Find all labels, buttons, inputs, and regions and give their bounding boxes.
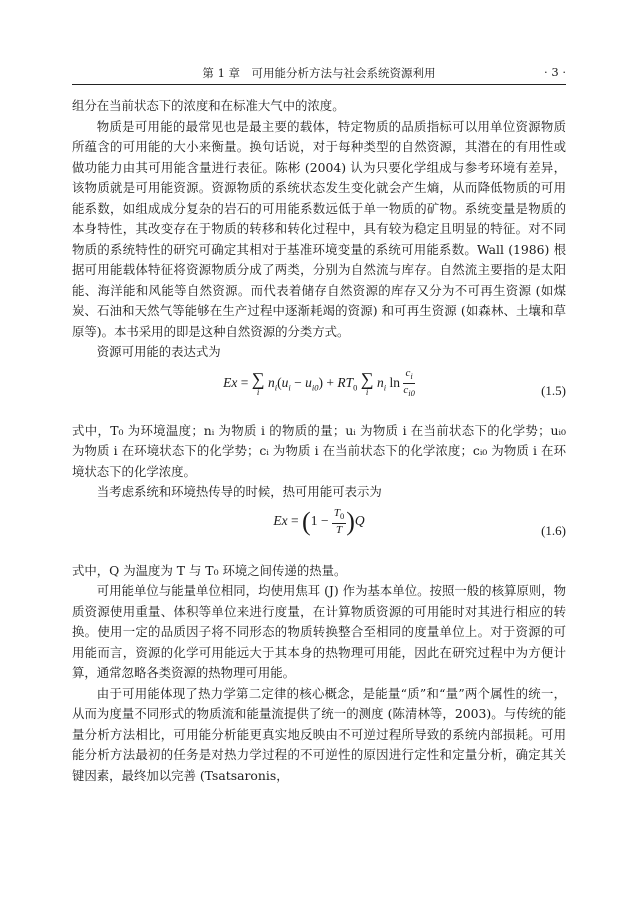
paragraph-symbols: 式中，T₀ 为环境温度；nᵢ 为物质 i 的物质的量；uᵢ 为物质 i 在当前状态下的化学势；uᵢ₀ 为物质 i 在环境状态下的化学势；cᵢ 为物质 i 在当前状态下的化学浓度；cᵢ₀ 为物质 i 在环境状态下的化学浓度。 bbox=[72, 422, 566, 479]
equation-1-6 bbox=[72, 507, 566, 559]
paragraph-units: 可用能单位与能量单位相同，均使用焦耳 (J) 作为基本单位。按照一般的核算原则，物质资源使用重量、体积等单位来进行度量，在计算物质资源的可用能时对其进行相应的转换。使用一定的品质因子将不同形态的物质转换整合至相同的度量单位上。对于资源的可用能而言，资源的化学可用能远大于其本身的热物理可用能，因此在研究过程中为方便计算，通常忽略各类资源的热物理可用能。 bbox=[72, 583, 566, 680]
equation-1-6-formula: Ex = (1 − $\frac{T_0}{T}$ )Q bbox=[273, 506, 365, 536]
chapter-title: 第 1 章 可用能分析方法与社会系统资源利用 bbox=[202, 66, 436, 80]
equation-1-5-number: (1.5) bbox=[541, 382, 566, 398]
running-header bbox=[72, 60, 566, 85]
paragraph-continued: 组分在当前状态下的浓度和在标准大气中的浓度。 bbox=[72, 98, 345, 113]
equation-1-6-number: (1.6) bbox=[541, 522, 566, 538]
paragraph-heat-intro: 当考虑系统和环境热传导的时候，热可用能可表示为 bbox=[96, 484, 382, 499]
paragraph-exergy-carrier: 物质是可用能的最常见也是最主要的载体，特定物质的品质指标可以用单位资源物质所蕴含的可用能的大小来衡量。换句话说，对于每种类型的自然资源，其潜在的有用性或做功能力由其可用能含量进行表征。陈彬 (2004) 认为只要化学组成与参考环境有差异，该物质就是可用能资源。资源物质的系统状态发生变化就会产生熵，从而降低物质的可用能系数，如组成成分复杂的岩石的可用能系数远低于单一物质的矿物。系统变量是物质的本身特性，其改变存在于物质的转移和转化过程中，具有较为稳定且明显的特征。对不同物质的系统特性的研究可确定其相对于基准环境变量的系统可用能系数。Wall (1986) 根据可用能载体特征将资源物质分成了两类，分别为自然流与库存。自然流主要指的是太阳能、海洋能和风能等自然资源。而代表着储存自然资源的库存又分为不可再生资源 (如煤炭、石油和天然气等能够在生产过程中逐渐耗竭的资源) 和可再生资源 (如森林、土壤和草原等)。本书采用的即是这种自然资源的分类方式。 bbox=[72, 118, 566, 339]
paragraph-second-law: 由于可用能体现了热力学第二定律的核心概念，是能量“质”和“量”两个属性的统一，从而为度量不同形式的物质流和能量流提供了统一的测度 (陈清林等，2003)。与传统的能量分析方法相比，可用能分析能更真实地反映由不可逆过程所导致的系统内部损耗。可用能分析方法最初的任务是对热力学过程的不可逆性的原因进行定性和定量分析，确定其关键因素，最终加以完善 (Tsatsaronis， bbox=[72, 685, 566, 783]
page-number: · 3 · bbox=[544, 65, 566, 79]
equation-1-5-formula: Ex = ∑ i $n_i(u_i - u_{i0}) + RT_0$ ∑ i $n_i$ ln $\frac{c_i}{c_{i0}}$ bbox=[223, 366, 415, 398]
equation-1-5 bbox=[72, 367, 566, 419]
page-body bbox=[72, 96, 566, 786]
paragraph-q-definition: 式中，Q 为温度为 T 与 T₀ 环境之间传递的热量。 bbox=[72, 562, 347, 578]
paragraph-eq-intro: 资源可用能的表达式为 bbox=[96, 344, 221, 359]
